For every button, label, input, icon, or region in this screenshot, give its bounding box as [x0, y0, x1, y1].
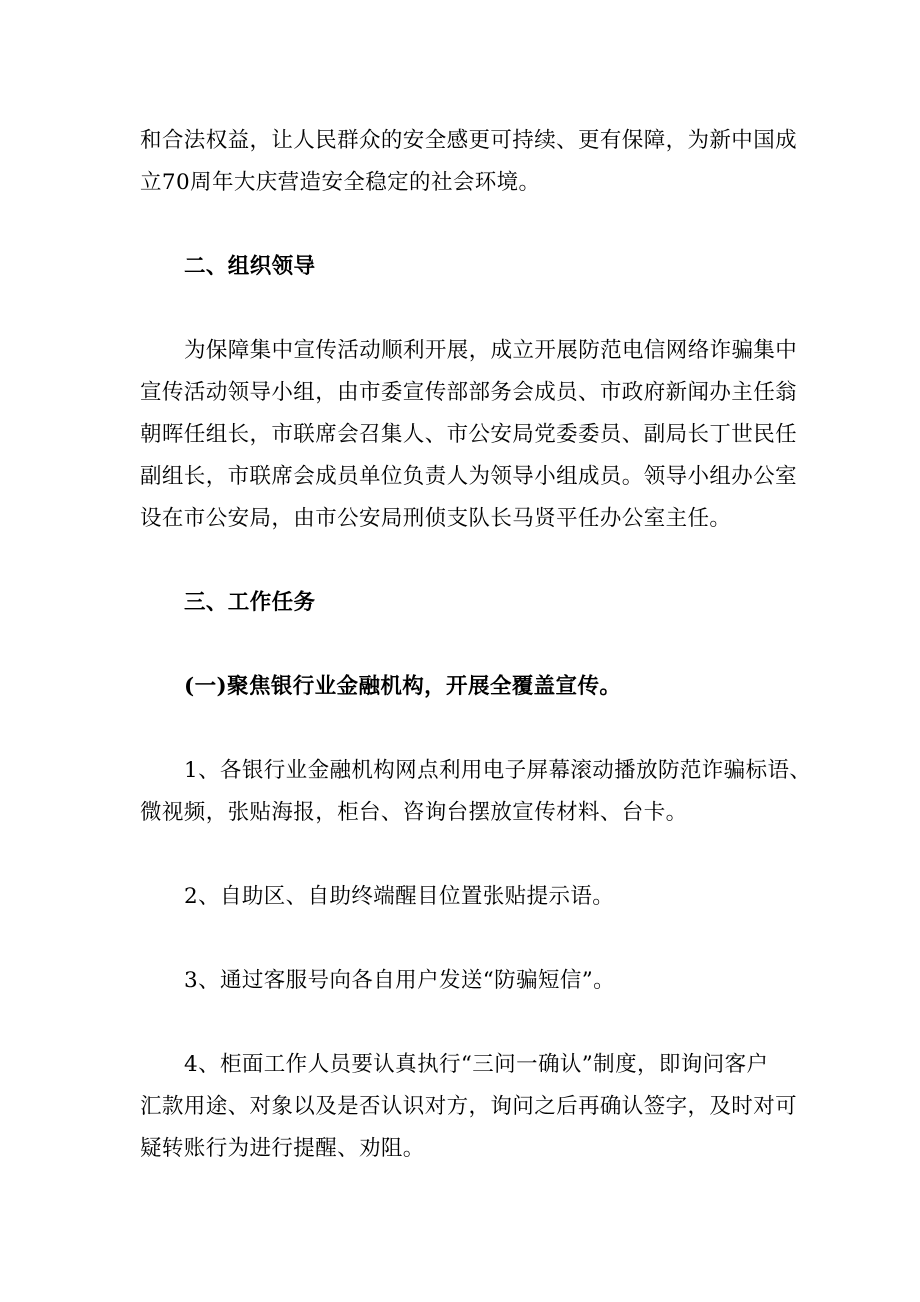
list-item-line: 4、柜面工作人员要认真执行“三问一确认”制度，即询问客户: [184, 1052, 769, 1077]
list-item-line: 2、自助区、自助终端醒目位置张贴提示语。: [184, 884, 615, 909]
paragraph-line: 宣传活动领导小组，由市委宣传部部务会成员、市政府新闻办主任翁: [140, 380, 798, 405]
section-heading: 三、工作任务: [184, 590, 316, 615]
section-heading: 二、组织领导: [184, 254, 316, 279]
paragraph-gap: [140, 624, 780, 666]
paragraph-line: 设在市公安局，由市公安局刑侦支队长马贤平任办公室主任。: [140, 506, 732, 531]
paragraph-gap: [140, 288, 780, 330]
list-item-line: 汇款用途、对象以及是否认识对方，询问之后再确认签字，及时对可: [140, 1094, 798, 1119]
paragraph-gap: [140, 540, 780, 582]
paragraph-line: 为保障集中宣传活动顺利开展，成立开展防范电信网络诈骗集中: [184, 338, 798, 363]
paragraph-gap: [140, 918, 780, 960]
list-item-line: 疑转账行为进行提醒、劝阻。: [140, 1136, 425, 1161]
paragraph-line: 朝晖任组长，市联席会召集人、市公安局党委委员、副局长丁世民任: [140, 422, 798, 447]
paragraph-gap: [140, 834, 780, 876]
paragraph-line: 副组长，市联席会成员单位负责人为领导小组成员。领导小组办公室: [140, 464, 798, 489]
paragraph-gap: [140, 708, 780, 750]
list-item-line: 1、各银行业金融机构网点利用电子屏幕滚动播放防范诈骗标语、: [184, 758, 812, 783]
document-body: [140, 120, 812, 1170]
list-item-line: 3、通过客服号向各自用户发送“防骗短信”。: [184, 968, 616, 993]
list-item-line: 微视频，张贴海报，柜台、咨询台摆放宣传材料、台卡。: [140, 800, 688, 825]
paragraph-gap: [140, 1002, 780, 1044]
intro-line: 立70周年大庆营造安全稳定的社会环境。: [140, 170, 541, 195]
subsection-heading: (一)聚焦银行业金融机构，开展全覆盖宣传。: [184, 674, 622, 699]
intro-line: 和合法权益，让人民群众的安全感更可持续、更有保障，为新中国成: [140, 128, 798, 153]
paragraph-gap: [140, 204, 780, 246]
